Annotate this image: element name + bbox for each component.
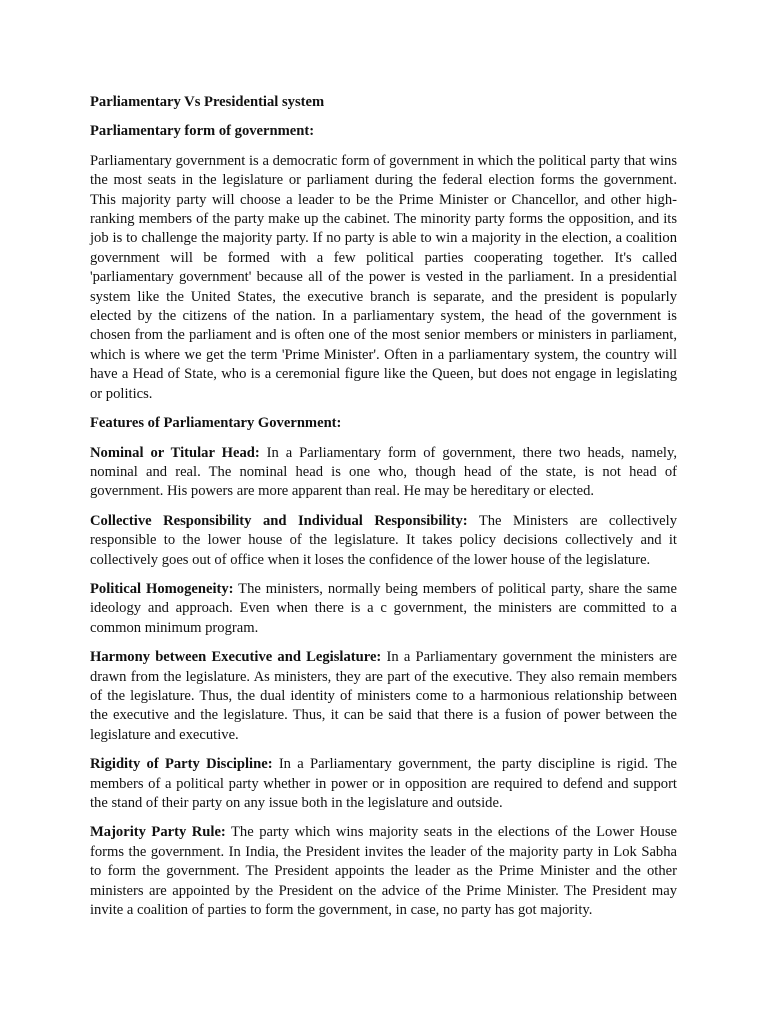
feature-title: Nominal or Titular Head: [90,444,260,461]
features-heading: Features of Parliamentary Government: [90,415,342,432]
section-heading: Parliamentary form of government: [90,123,315,140]
feature-title: Collective Responsibility and Individual Responsibility: [90,512,468,529]
feature-title: Rigidity of Party Discipline: [90,756,273,773]
feature-title: Political Homogeneity: [90,580,234,597]
feature-text: In a Parliamentary form of government, there two heads, namely, nominal and real. The nominal head is one who, though head of the state, is not head of government. His powers are more apparent than real. He may be hereditary or elected. [90,444,677,500]
feature-text: The Ministers are collectively responsible to the lower house of the legislature. It takes policy decisions collectively and it collectively goes out of office when it loses the confidence of the lower house of the legislature. [90,512,677,568]
feature-text: In a Parliamentary government the ministers are drawn from the legislature. As ministers, they are part of the executive. They also remain members of the legislature. Thus, the dual identity of ministers come to a harmonious relationship between the executive and the legislature. Thus, it can be said that there is a fusion of power between the legislature and executive. [90,649,677,743]
feature-paragraph-collective-responsibility [90,512,677,570]
document-title: Parliamentary Vs Presidential system [90,94,325,110]
feature-paragraph-nominal-head [90,444,677,502]
feature-text: In a Parliamentary government, the party discipline is rigid. The members of a political party whether in power or in opposition are required to defend and support the stand of their party on any issue both in the legislature and outside. [90,756,677,811]
document-page [90,93,677,930]
feature-paragraph-political-homogeneity [90,580,677,638]
feature-paragraph-party-discipline [90,755,677,813]
feature-title: Majority Party Rule: [90,824,226,841]
intro-paragraph: Parliamentary government is a democratic form of government in which the political party that wins the most seats in the legislature or parliament during the federal election forms the government. This majority party will choose a leader to be the Prime Minister or Chancellor, and other high-ranking members of the party make up the cabinet. The minority party forms the opposition, and its job is to challenge the majority party. If no party is able to win a majority in the election, a coalition government will be formed with a few political parties cooperating together. It's called 'parliamentary government' because all of the power is vested in the parliament. In a presidential system like the United States, the executive branch is separate, and the president is popularly elected by the citizens of the nation. In a parliamentary system, the head of the government is chosen from the parliament and is often one of the most senior members or ministers in parliament, which is where we get the term 'Prime Minister'. Often in a parliamentary system, the country will have a Head of State, who is a ceremonial figure like the Queen, but does not engage in legislating or politics. [90,152,677,402]
feature-paragraph-harmony [90,648,677,745]
feature-text: The ministers, normally being members of political party, share the same ideology and approach. Even when there is a c government, the ministers are committed to a common minimum program. [90,580,677,636]
feature-paragraph-majority-rule [90,823,677,920]
feature-text: The party which wins majority seats in the elections of the Lower House forms the government. In India, the President invites the leader of the majority party in Lok Sabha to form the government. The President appoints the leader as the Prime Minister and the other ministers are appointed by the President on the advice of the Prime Minister. The President may invite a coalition of parties to form the government, in case, no party has got majority. [90,824,677,919]
feature-title: Harmony between Executive and Legislature: [90,649,382,666]
